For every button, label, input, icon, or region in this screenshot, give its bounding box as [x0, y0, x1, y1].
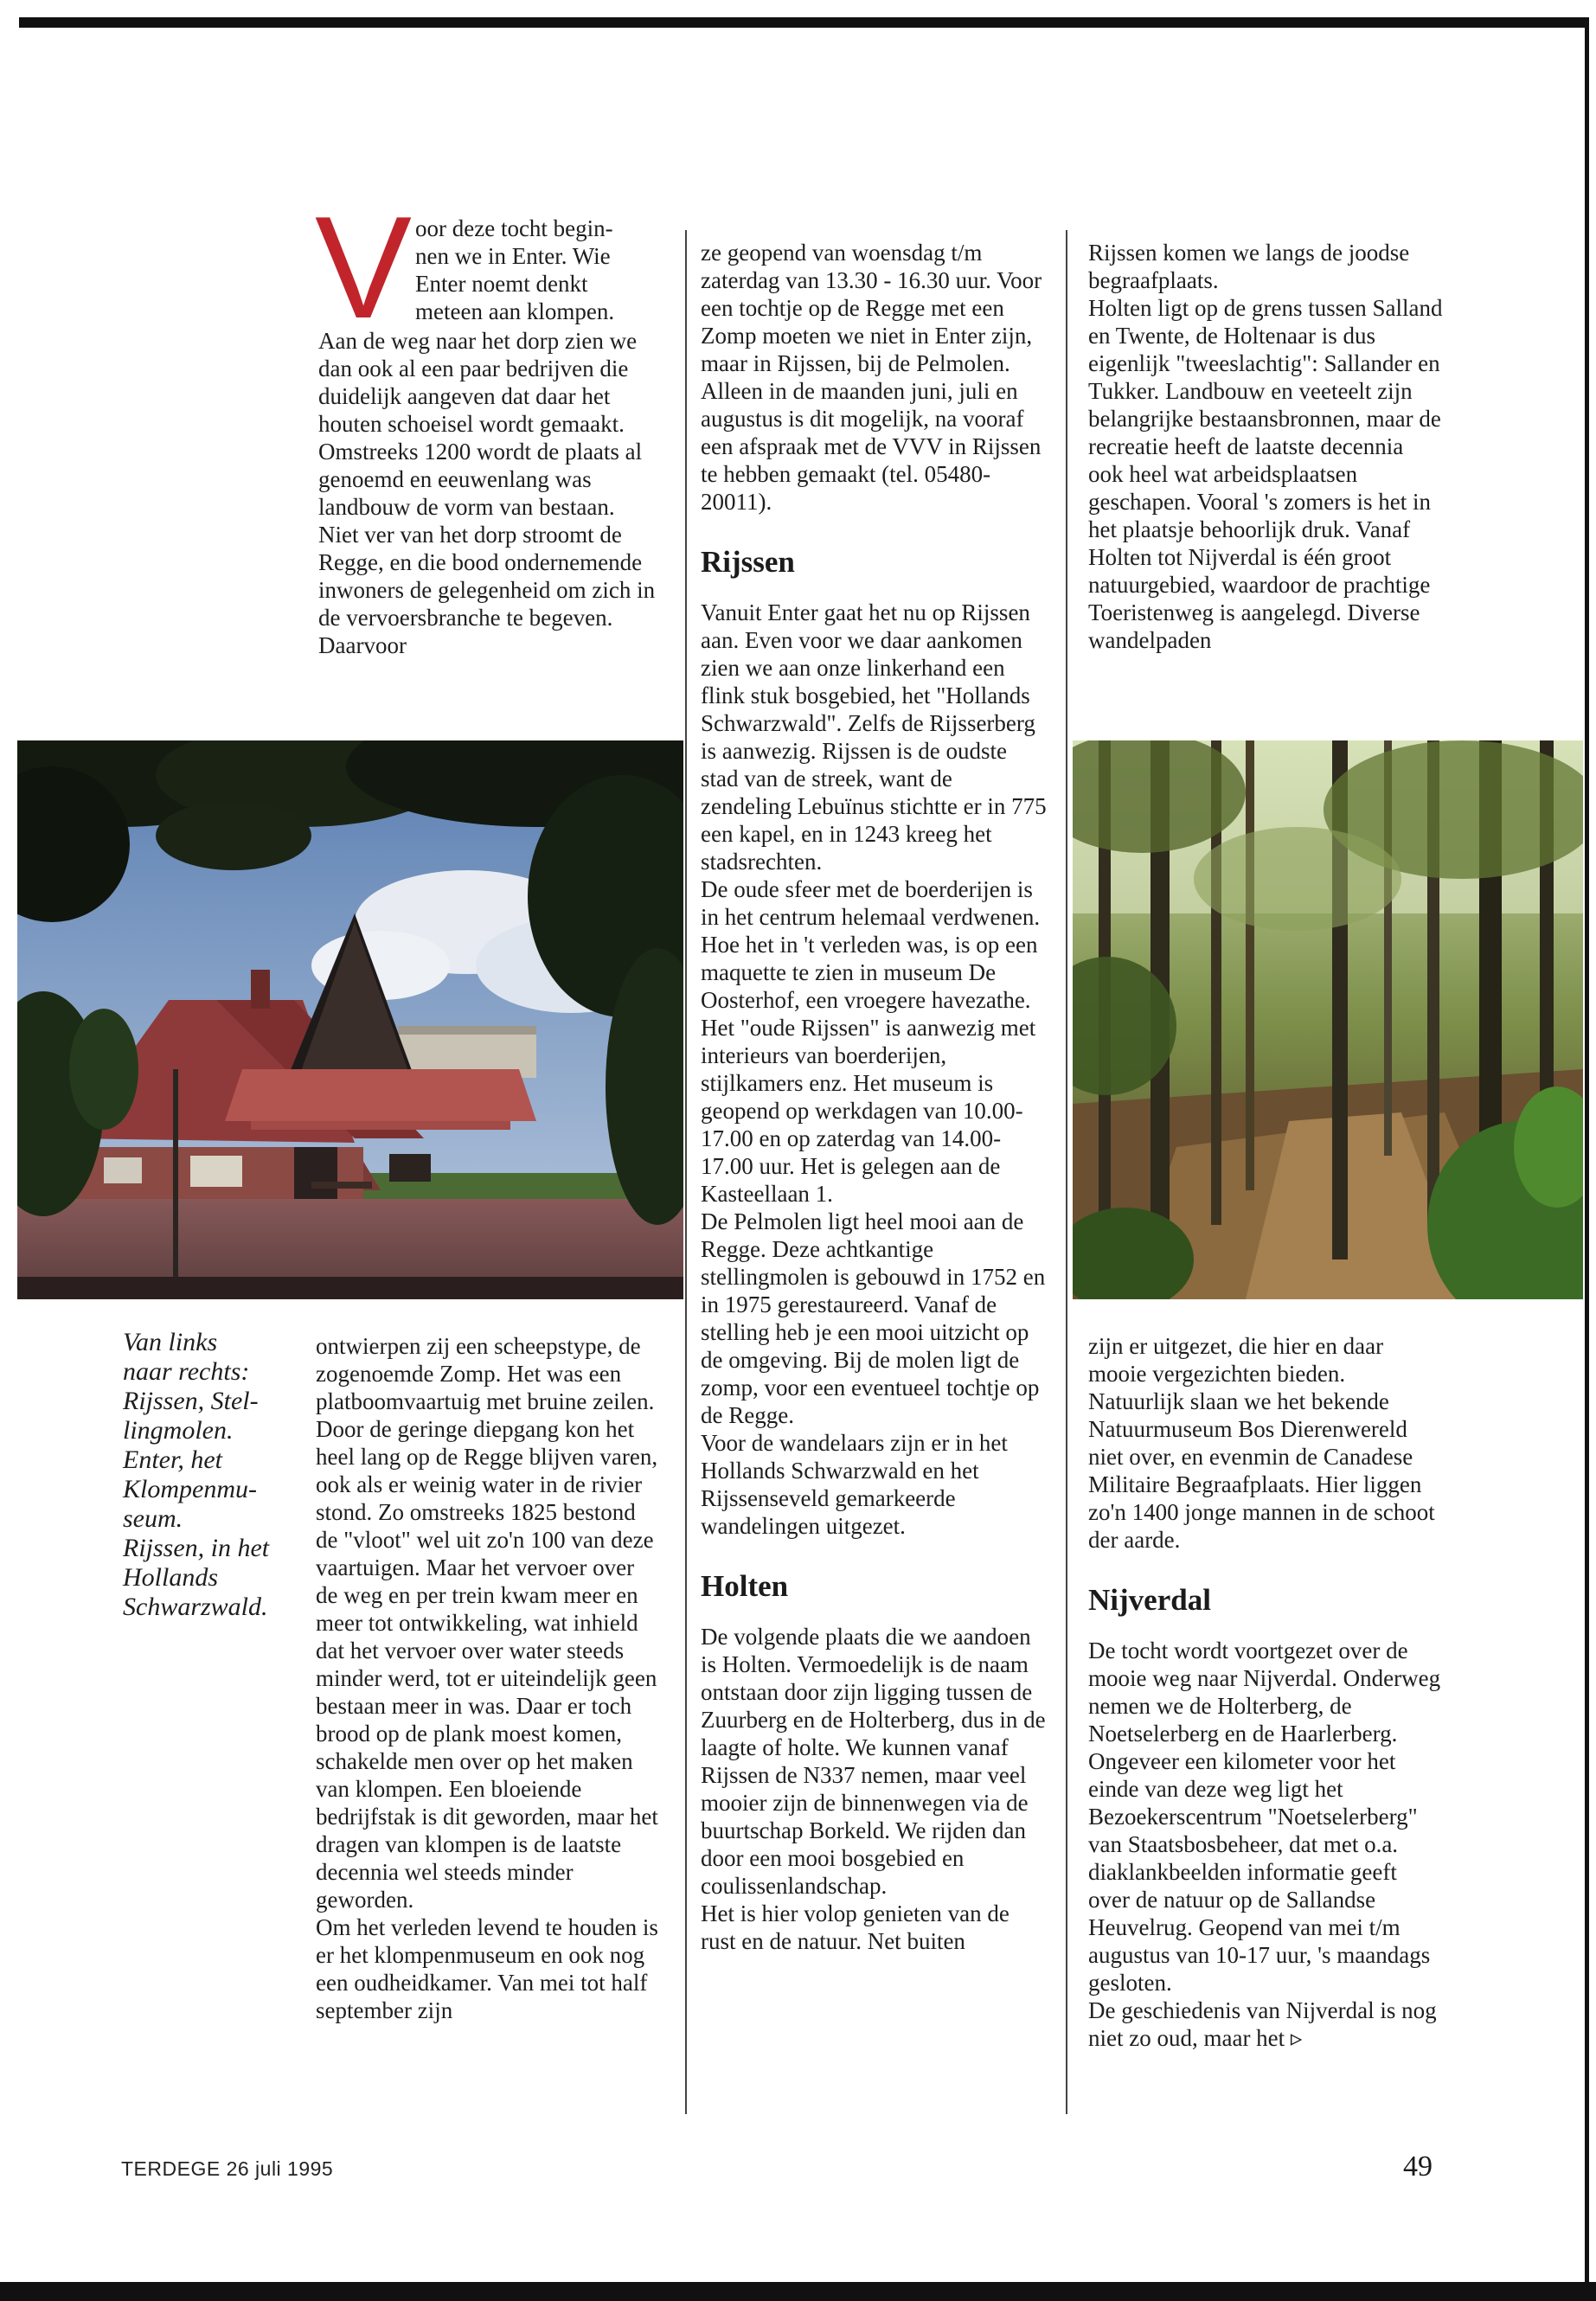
- column-3-top: [1088, 239, 1443, 654]
- continue-arrow-icon: ▹: [1290, 2025, 1303, 2051]
- paragraph: De volgende plaats die we aandoen is Holten. Vermoedelijk is de naam ontstaan door zijn ligging tussen de Zuurberg en de Holterberg, dus in de laagte of holte. We kunnen vanaf Rijssen de N337 nemen, maar veel mooier zijn de binnenwegen via de buurtschap Borkeld. We rijden dan door een mooi bosgebied en coulissenlandschap.: [701, 1624, 1046, 1899]
- forest-illustration: [1073, 740, 1583, 1299]
- caption-line: Rijssen, in het: [123, 1534, 270, 1562]
- footer-publication: TERDEGE 26 juli 1995: [121, 2157, 334, 2180]
- paragraph-text: De geschiedenis van Nijverdal is nog niet zo oud, maar het: [1088, 1997, 1437, 2051]
- caption-line: Rijssen, Stel-: [123, 1387, 259, 1415]
- photo-caption: [123, 1328, 296, 1622]
- caption-line: naar rechts:: [123, 1357, 250, 1386]
- dropcap: V: [315, 186, 413, 349]
- top-border-bar: [19, 17, 1589, 28]
- column-2: [701, 239, 1047, 1955]
- caption-line: lingmolen.: [123, 1416, 234, 1445]
- column-rule: [1066, 230, 1067, 2114]
- paragraph: De Pelmolen ligt heel mooi aan de Regge. Deze achtkantige stellingmolen is gebouwd in 1752 en in 1975 gerestaureerd. Vanaf de stelling heb je een mooi uitzicht op de omgeving. Bij de molen ligt de zomp, voor een eventueel tochtje op de Regge.: [701, 1208, 1046, 1428]
- caption-line: Van links: [123, 1328, 218, 1356]
- paragraph: ze geopend van woensdag t/m zaterdag van 13.30 - 16.30 uur. Voor een tochtje op de Regge met een Zomp moeten we niet in Enter zijn, maar in Rijssen, bij de Pelmolen. Alleen in de maanden juni, juli en augustus is dit mogelijk, na vooraf een afspraak met de VVV in Rijssen te hebben gemaakt (tel. 05480-20011).: [701, 240, 1042, 515]
- right-border-bar: [1585, 17, 1589, 2282]
- paragraph: Aan de weg naar het dorp zien we dan ook al een paar bedrijven die duidelijk aangeven dat daar het houten schoeisel wordt gemaakt. Omstreeks 1200 wordt de plaats al genoemd en eeuwenlang was landbouw de vorm van bestaan.: [318, 328, 643, 520]
- intro-line: nen we in Enter. Wie: [415, 243, 611, 269]
- paragraph: [1088, 1997, 1443, 2052]
- paragraph: Voor de wandelaars zijn er in het Hollands Schwarzwald en het Rijssenseveld gemarkeerde wandelingen uitgezet.: [701, 1430, 1008, 1539]
- bottom-border-bar: [0, 2282, 1596, 2301]
- intro-line: oor deze tocht begin-: [415, 215, 613, 241]
- intro-line: meteen aan klompen.: [415, 298, 615, 324]
- photo-enter-klompenmuseum: [17, 740, 683, 1299]
- heading-rijssen: Rijssen: [701, 545, 795, 579]
- page-number: 49: [1403, 2150, 1433, 2182]
- paragraph: zijn er uitgezet, die hier en daar mooie vergezichten bieden. Natuurlijk slaan we het bekende Natuurmuseum Bos Dierenwereld niet over, en evenmin de Canadese Militaire Begraafplaats. Hier liggen zo'n 1400 jonge mannen in de schoot der aarde.: [1088, 1333, 1435, 1553]
- caption-line: seum.: [123, 1504, 183, 1533]
- column-1-top: [315, 186, 663, 659]
- farmhouse-illustration: [17, 740, 683, 1299]
- paragraph: Rijssen komen we langs de joodse begraafplaats.: [1088, 240, 1410, 293]
- paragraph: De oude sfeer met de boerderijen is in het centrum helemaal verdwenen. Hoe het in 't verleden was, is op een maquette te zien in museum De Oosterhof, een vroegere havezathe.: [701, 876, 1041, 1013]
- caption-line: Klompenmu-: [123, 1475, 257, 1503]
- column-1-bottom: [316, 1332, 662, 2024]
- column-3-bottom: [1088, 1332, 1443, 2052]
- paragraph: Vanuit Enter gaat het nu op Rijssen aan. Even voor we daar aankomen zien we aan onze linkerhand een flink stuk bosgebied, het "Hollands Schwarzwald". Zelfs de Rijsserberg is aanwezig. Rijssen is de oudste stad van de streek, want de zendeling Lebuïnus stichtte er in 775 een kapel, en in 1243 kreeg het stadsrechten.: [701, 599, 1047, 875]
- column-rule: [685, 230, 687, 2114]
- caption-line: Schwarzwald.: [123, 1593, 268, 1621]
- paragraph: Om het verleden levend te houden is er het klompenmuseum en ook nog een oudheidkamer. Van mei tot half september zijn: [316, 1914, 658, 2023]
- heading-nijverdal: Nijverdal: [1088, 1583, 1211, 1617]
- paragraph: Holten ligt op de grens tussen Salland en Twente, de Holtenaar is dus eigenlijk "tweeslachtig": Sallander en Tukker. Landbouw en veeteelt zijn belangrijke bestaansbronnen, maar de recreatie heeft de laatste decennia ook heel wat arbeidsplaatsen geschapen. Vooral 's zomers is het in het plaatsje behoorlijk druk. Vanaf Holten tot Nijverdal is één groot natuurgebied, waardoor de prachtige Toeristenweg is aangelegd. Diverse wandelpaden: [1088, 295, 1443, 653]
- paragraph: Het "oude Rijssen" is aanwezig met interieurs van boerderijen, stijlkamers enz. Het museum is geopend op werkdagen van 10.00-17.00 en op zaterdag van 14.00-17.00 uur. Het is gelegen aan de Kasteellaan 1.: [701, 1015, 1036, 1207]
- caption-line: Enter, het: [123, 1445, 222, 1474]
- paragraph: Het is hier volop genieten van de rust en de natuur. Net buiten: [701, 1900, 1010, 1954]
- heading-holten: Holten: [701, 1569, 789, 1603]
- intro-line: Enter noemt denkt: [415, 271, 588, 297]
- photo-hollands-schwarzwald: [1073, 740, 1583, 1299]
- paragraph: Niet ver van het dorp stroomt de Regge, en die bood ondernemende inwoners de gelegenheid om zich in de vervoersbranche te begeven. Daarvoor: [318, 522, 656, 658]
- paragraph: ontwierpen zij een scheepstype, de zogenoemde Zomp. Het was een platboomvaartuig met bruine zeilen. Door de geringe diepgang kon het heel lang op de Regge blijven varen, ook als er weinig water in de rivier stond. Zo omstreeks 1825 bestond de "vloot" wel uit zo'n 100 van deze vaartuigen. Maar het vervoer over de weg en per trein kwam meer en meer tot ontwikkeling, wat inhield dat het vervoer over water steeds minder werd, tot er uiteindelijk geen bestaan meer in was. Daar er toch brood op de plank moest komen, schakelde men over op het maken van klompen. Een bloeiende bedrijfstak is dit geworden, maar het dragen van klompen is de laatste decennia wel steeds minder geworden.: [316, 1333, 658, 1913]
- paragraph: De tocht wordt voortgezet over de mooie weg naar Nijverdal. Onderweg nemen we de Holterberg, de Noetselerberg en de Haarlerberg. Ongeveer een kilometer voor het einde van deze weg ligt het Bezoekerscentrum "Noetselerberg" van Staatsbosbeheer, dat met o.a. diaklankbeelden informatie geeft over de natuur op de Sallandse Heuvelrug. Geopend van mei t/m augustus van 10-17 uur, 's maandags gesloten.: [1088, 1638, 1441, 1996]
- caption-line: Hollands: [123, 1563, 219, 1592]
